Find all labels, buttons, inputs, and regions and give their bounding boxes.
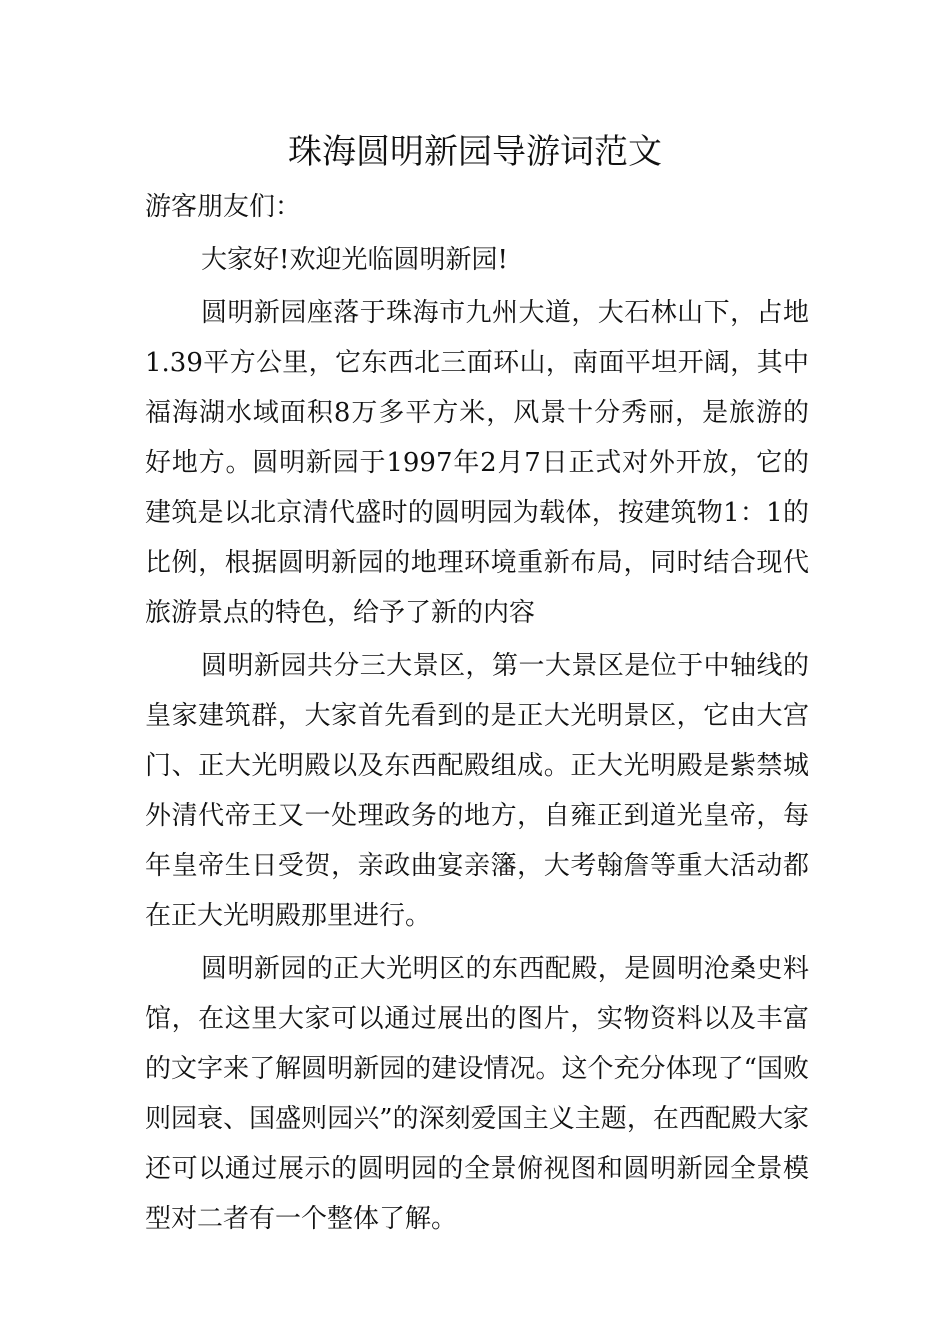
paragraph-scenic-areas: 圆明新园共分三大景区，第一大景区是位于中轴线的皇家建筑群，大家首先看到的是正大光明景区，它由大宫门、正大光明殿以及东西配殿组成。正大光明殿是紫禁城外清代帝王又一处理政务的地方，自雍正到道光皇帝，每年皇帝生日受贺，亲政曲宴亲籓，大考翰詹等重大活动都在正大光明殿那里进行。 xyxy=(145,651,809,931)
document-title: 珠海圆明新园导游词范文 xyxy=(288,132,662,172)
paragraph-history-hall: 圆明新园的正大光明区的东西配殿，是圆明沧桑史料馆，在这里大家可以通过展出的图片，实物资料以及丰富的文字来了解圆明新园的建设情况。这个充分体现了“国败则园衰、国盛则园兴”的深刻爱国主义主题，在西配殿大家还可以通过展示的圆明园的全景俯视图和圆明新园全景模型对二者有一个整体了解。 xyxy=(145,954,809,1234)
paragraph-overview: 圆明新园座落于珠海市九州大道，大石林山下，占地1.39平方公里，它东西北三面环山，南面平坦开阔，其中福海湖水域面积8万多平方米，风景十分秀丽，是旅游的好地方。圆明新园于1997年2月7日正式对外开放，它的建筑是以北京清代盛时的圆明园为载体，按建筑物1：1的比例，根据圆明新园的地理环境重新布局，同时结合现代旅游景点的特色，给予了新的内容 xyxy=(145,298,809,628)
paragraph-greeting: 大家好!欢迎光临圆明新园! xyxy=(201,245,508,275)
document-body xyxy=(145,182,809,1244)
salutation: 游客朋友们： xyxy=(145,192,302,222)
